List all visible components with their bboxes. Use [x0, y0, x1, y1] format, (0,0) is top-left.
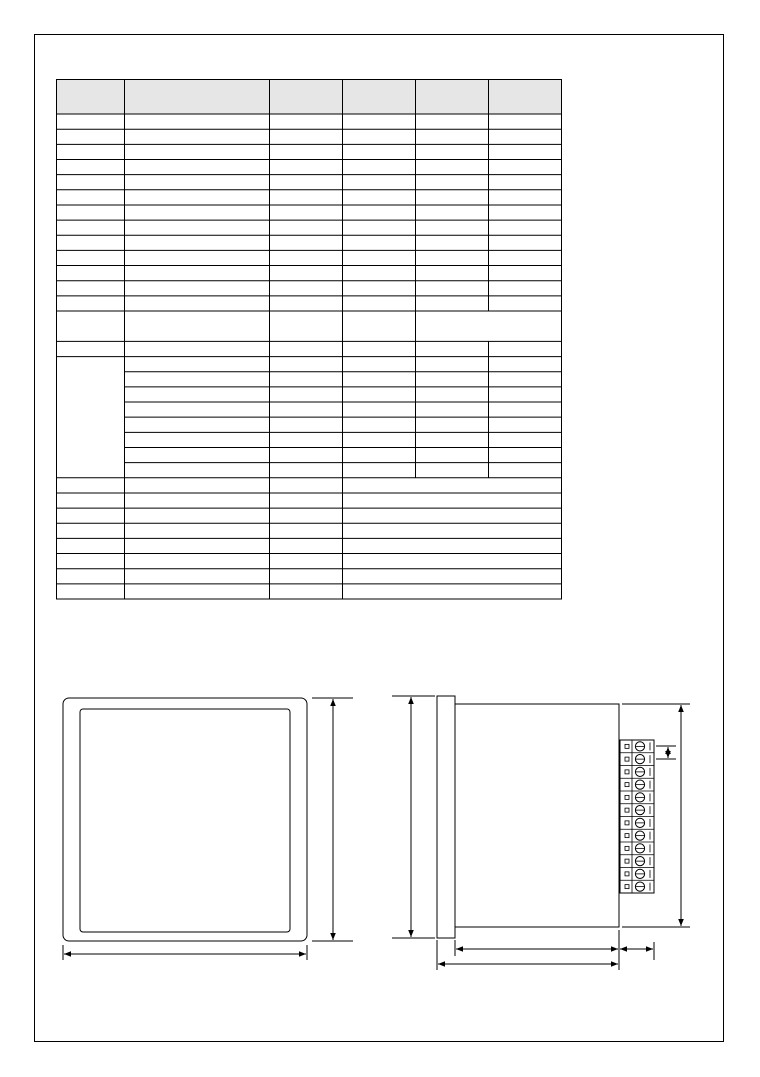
terminal-clip: [625, 885, 629, 889]
terminal-clip: [625, 846, 629, 850]
terminal-clip: [625, 783, 629, 787]
terminal-clip: [625, 834, 629, 838]
terminal-clip: [625, 757, 629, 761]
terminal-block-terminals: [620, 740, 654, 893]
terminal-clip: [625, 795, 629, 799]
front-bezel: [63, 698, 307, 941]
terminal-clip: [625, 821, 629, 825]
side-body: [455, 704, 619, 927]
side-view: [392, 696, 690, 970]
side-bezel: [437, 696, 455, 938]
terminal-clip: [625, 808, 629, 812]
terminal-clip: [625, 744, 629, 748]
terminal-clip: [625, 872, 629, 876]
terminal-clip: [625, 859, 629, 863]
front-display-window: [80, 709, 290, 932]
terminal-clip: [625, 770, 629, 774]
front-view: [63, 698, 353, 960]
